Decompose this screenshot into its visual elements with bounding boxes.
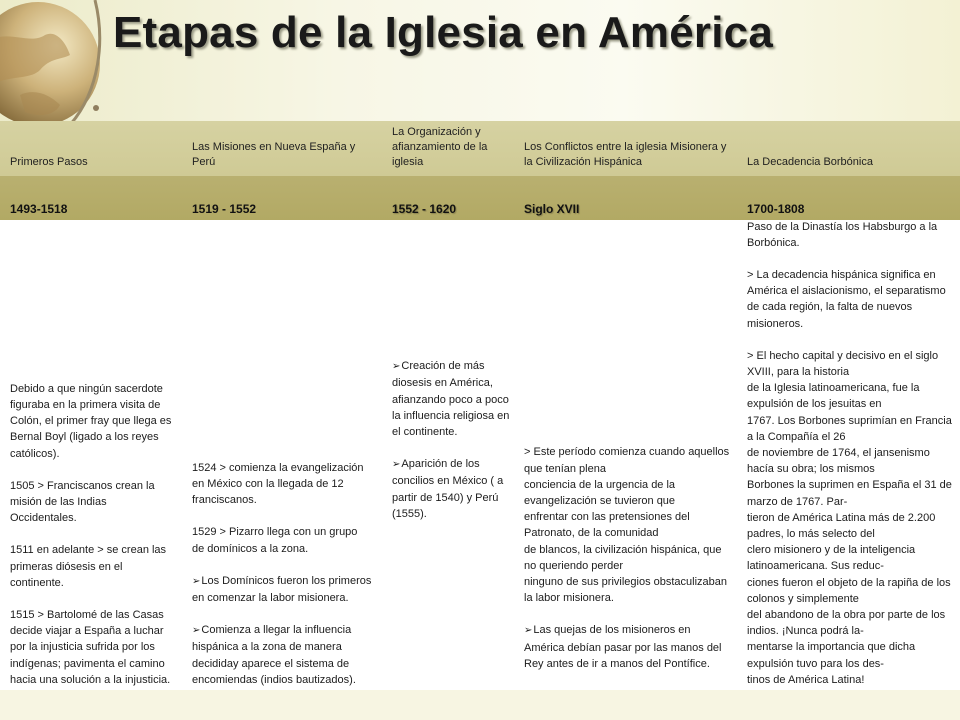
arrow-bullet-icon [192, 624, 201, 636]
paragraph: 1515 > Bartolomé de las Casas decide viajar a España a luchar por la injusticia sufrida por los indígenas; pavimenta el camino hacia una solución a la injusticia. [10, 608, 171, 686]
period-misiones: 1519 - 1552 [192, 202, 257, 216]
table-period-row [0, 176, 960, 220]
bullet-paragraph [392, 456, 510, 522]
arrow-bullet-icon [392, 360, 401, 372]
column-header-decadencia: La Decadencia Borbónica [747, 156, 873, 168]
bullet-text: Las quejas de los misioneros en América debían pasar por las manos del Rey antes de ir a manos del Pontífice. [524, 624, 722, 670]
bullet-text: Aparición de los concilios en México ( a partir de 1540) y Perú (1555). [392, 458, 504, 520]
paragraph: 1511 en adelante > se crean las primeras diósesis en el continente. [10, 544, 167, 589]
paragraph: 1505 > Franciscanos crean la misión de las Indias Occidentales. [10, 479, 155, 525]
paragraph: Paso de la Dinastía los Habsburgo a la Borbónica. [747, 220, 938, 249]
paragraph: > Este período comienza cuando aquellos que tenían plena conciencia de la urgencia de la evangelización se tuvieron que enfrentar con las pretensiones del Patronato, de la comunidad de blancos, la civilización hispánica, que no queriendo perder ninguno de sus privilegios obstaculizaban la labor misionera. [524, 446, 730, 605]
globe-icon [0, 0, 112, 125]
cell-decadencia [747, 219, 955, 688]
period-organizacion: 1552 - 1620 [392, 202, 457, 216]
bullet-paragraph [524, 622, 732, 672]
slide-footer-background [0, 690, 960, 720]
paragraph: > La decadencia hispánica significa en América el aislacionismo, el separatismo de cada región, la falta de nuevos misioneros. [747, 268, 946, 330]
bullet-paragraph [192, 622, 372, 688]
bullet-text: Los Domínicos fueron los primeros en comenzar la labor misionera. [192, 574, 372, 604]
table-body-row [0, 220, 960, 690]
bullet-text: Creación de más diosesis en América, afianzando poco a poco la influencia religiosa en el continente. [392, 360, 510, 438]
cell-conflictos [524, 444, 732, 672]
period-conflictos: Siglo XVII [524, 202, 580, 216]
column-header-primeros-pasos: Primeros Pasos [10, 156, 88, 168]
cell-misiones [192, 460, 372, 688]
bullet-text: Comienza a llegar la influencia hispánica a la zona de manera decididay aparece el sistema de encomiendas (indios bautizados). [192, 624, 356, 686]
arrow-bullet-icon [392, 458, 401, 470]
slide-title: Etapas de la Iglesia en América [113, 8, 773, 57]
column-header-misiones: Las Misiones en Nueva España y Perú [192, 141, 356, 168]
stages-table [0, 121, 960, 690]
bullet-paragraph [192, 573, 372, 606]
paragraph: Debido a que ningún sacerdote figuraba en la primera visita de Colón, el primer fray que llega es Bernal Boyl (ligado a los reyes católicos). [10, 382, 172, 460]
cell-organizacion [392, 358, 510, 522]
period-primeros-pasos: 1493-1518 [10, 202, 68, 216]
bullet-paragraph [392, 358, 510, 440]
arrow-bullet-icon [192, 575, 201, 587]
table-header-row [0, 121, 960, 176]
arrow-bullet-icon [524, 624, 533, 636]
column-header-organizacion: La Organización y afianzamiento de la iglesia [392, 126, 488, 168]
period-decadencia: 1700-1808 [747, 202, 805, 216]
cell-primeros-pasos [10, 381, 172, 688]
paragraph: 1524 > comienza la evangelización en México con la llegada de 12 franciscanos. [192, 461, 364, 507]
paragraph: 1529 > Pizarro llega con un grupo de domínicos a la zona. [192, 526, 358, 555]
paragraph: > El hecho capital y decisivo en el siglo XVIII, para la historia de la Iglesia latinoamericana, fue la expulsión de los jesuitas en 1767. Los Borbones suprimían en Francia a la Compañía el 26 de noviembre de 1764, el jansenismo hacía su obra; los mismos Borbones la suprimen en España el 31 de marzo de 1767. Par- tieron de América Latina más de 2.200 padres, lo más selecto del clero misionero y de la inteligencia latinoamericana. Sus reduc- ciones fueron el objeto de la rapiña de los colonos y simplemente del abandono de la obra por parte de los indios. ¡Nunca podrá la- mentarse la importancia que dicha expulsión tuvo para los des- tinos de América Latina! [747, 349, 952, 686]
column-header-conflictos: Los Conflictos entre la iglesia Misionera y la Civilización Hispánica [524, 141, 727, 168]
